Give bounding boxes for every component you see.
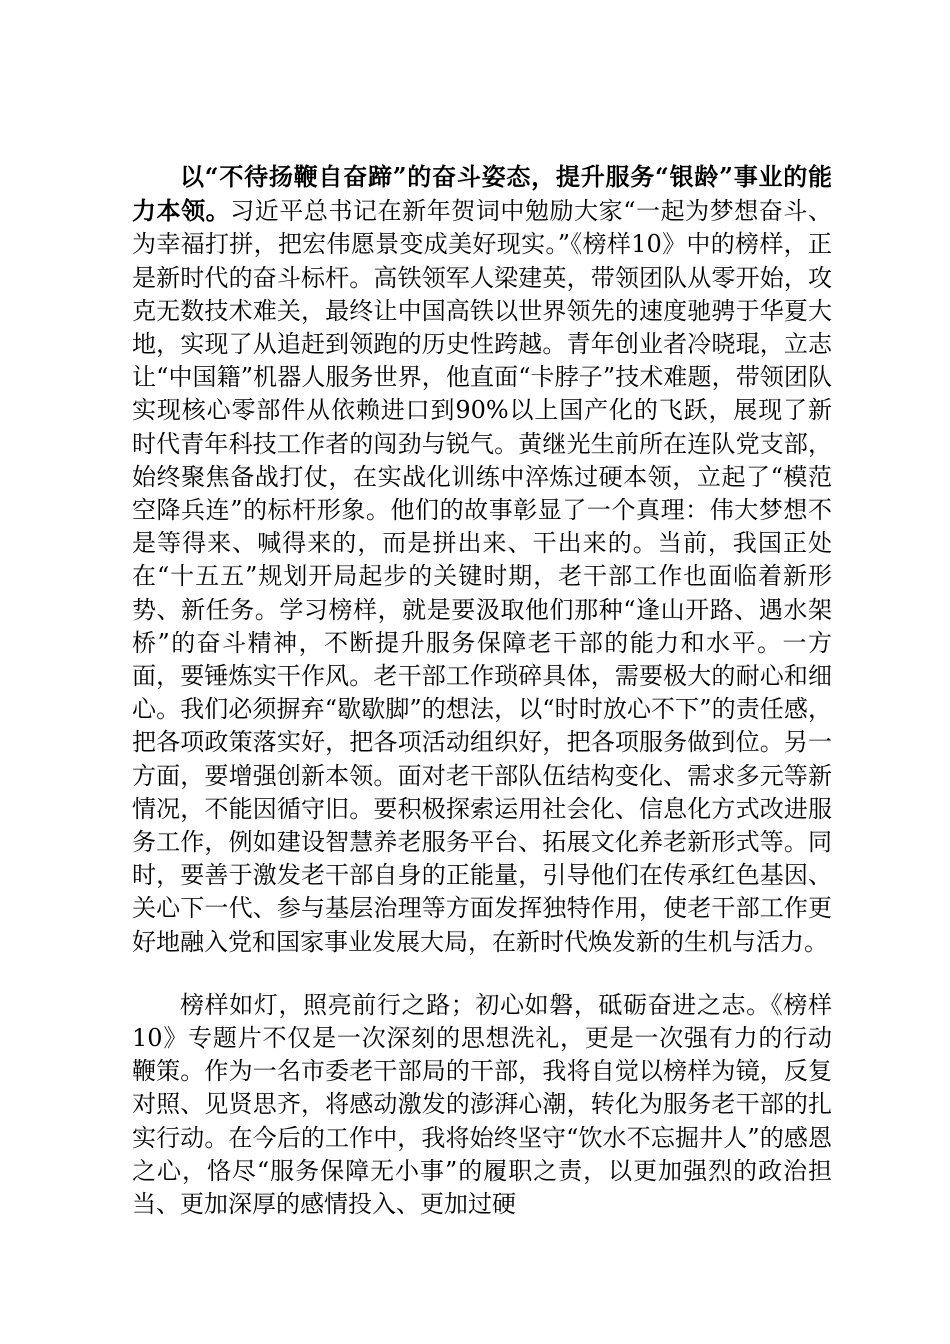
paragraph-1-lead: 以“不待扬鞭自奋蹄”的奋斗姿态，提升服务“银龄”事业的能力本领。	[132, 162, 832, 226]
document-page	[132, 160, 832, 1221]
paragraph-1-body: 习近平总书记在新年贺词中勉励大家“一起为梦想奋斗、为幸福打拼，把宏伟愿景变成美好现实。”《榜样10》中的榜样，正是新时代的奋斗标杆。高铁领军人梁建英，带领团队从零开始，攻克无数技术难关，最终让中国高铁以世界领先的速度驰骋于华夏大地，实现了从追赶到领跑的历史性跨越。青年创业者冷晓琨，立志让“中国籍”机器人服务世界，他直面“卡脖子”技术难题，带领团队实现核心零部件从依赖进口到90%以上国产化的飞跃，展现了新时代青年科技工作者的闯劲与锐气。黄继光生前所在连队党支部，始终聚焦备战打仗，在实战化训练中淬炼过硬本领，立起了“模范空降兵连”的标杆形象。他们的故事彰显了一个真理：伟大梦想不是等得来、喊得来的，而是拼出来、干出来的。当前，我国正处在“十五五”规划开局起步的关键时期，老干部工作也面临着新形势、新任务。学习榜样，就是要汲取他们那种“逢山开路、遇水架桥”的奋斗精神，不断提升服务保障老干部的能力和水平。一方面，要锤炼实干作风。老干部工作琐碎具体，需要极大的耐心和细心。我们必须摒弃“歇歇脚”的想法，以“时时放心不下”的责任感，把各项政策落实好，把各项活动组织好，把各项服务做到位。另一方面，要增强创新本领。面对老干部队伍结构变化、需求多元等新情况，不能因循守旧。要积极探索运用社会化、信息化方式改进服务工作，例如建设智慧养老服务平台、拓展文化养老新形式等。同时，要善于激发老干部自身的正能量，引导他们在传承红色基因、关心下一代、参与基层治理等方面发挥独特作用，使老干部工作更好地融入党和国家事业发展大局，在新时代焕发新的生机与活力。	[132, 197, 832, 956]
paragraph-2-body: 榜样如灯，照亮前行之路；初心如磐，砥砺奋进之志。《榜样10》专题片不仅是一次深刻的思想洗礼，更是一次强有力的行动鞭策。作为一名市委老干部局的干部，我将自觉以榜样为镜，反复对照、见贤思齐，将感动激发的澎湃心潮，转化为服务老干部的扎实行动。在今后的工作中，我将始终坚守“饮水不忘掘井人”的感恩之心，恪尽“服务保障无小事”的履职之责，以更加强烈的政治担当、更加深厚的感情投入、更加过硬	[132, 990, 832, 1219]
paragraph-2	[132, 989, 832, 1221]
paragraph-1	[132, 160, 832, 959]
